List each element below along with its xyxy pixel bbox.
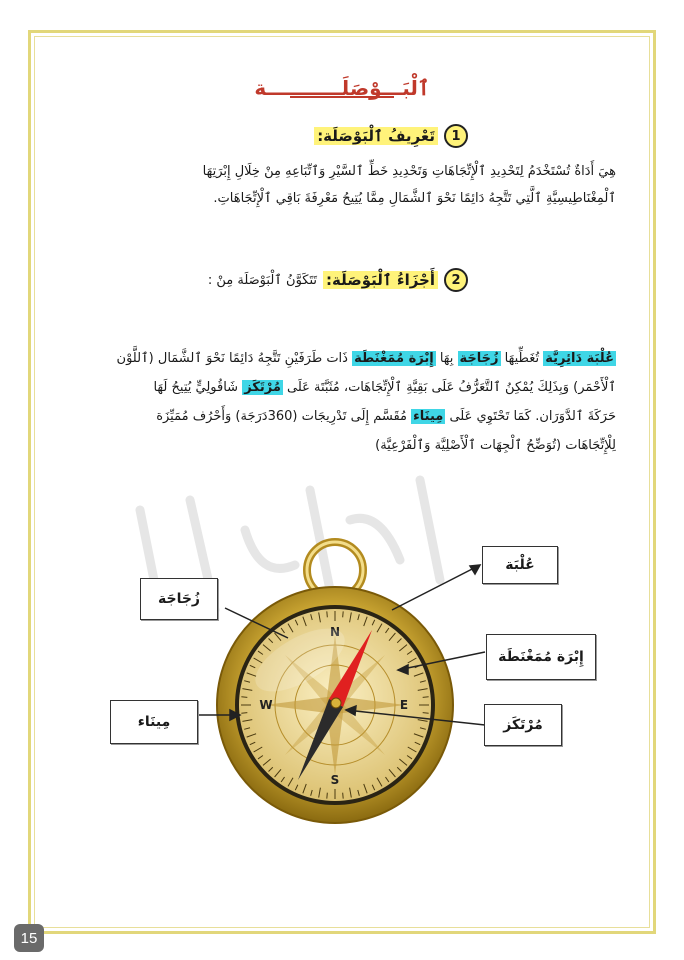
- section1-line1: هِيَ أَدَاةٌ تُسْتَخْدَمُ لِتَحْدِيدِ ٱلْإِتِّجَاهَاتِ وَتَحْدِيدِ خَطِّ ٱلسَّيْرِ وَٱتِّبَاعِهِ مِنْ خِلَالِ إِبْرَتِهَا: [202, 164, 616, 179]
- section1-line2: ٱلْمِغْنَاطِيسِيَّةِ ٱلَّتِي تَتَّجِهُ دَائِمًا نَحْوَ ٱلشَّمَالِ مِمَّا يُتِيحُ مَعْرِفَةَ بَاقِي ٱلْإِتِّجَاهَاتِ.: [213, 191, 616, 206]
- compass-letter-s: S: [330, 773, 340, 787]
- dial-tick: [343, 793, 344, 799]
- text-fragment: بِهَا: [435, 351, 458, 366]
- section1-number: 1: [444, 124, 468, 148]
- section2-line3: [56, 402, 616, 431]
- section2-paragraph: [56, 344, 616, 460]
- text-fragment: شَاقُولِيٍّ يُتِيحُ لَهَا: [153, 380, 243, 395]
- page-number: 15: [14, 924, 44, 952]
- section1-heading: [314, 124, 468, 148]
- label-glass: زُجَاجَة: [140, 578, 218, 620]
- section2-line2: [56, 373, 616, 402]
- compass-letter-w: W: [259, 698, 273, 712]
- dial-tick: [423, 697, 429, 698]
- text-fragment: ٱلْأَحْمَر) وَبِذَلِكَ يُمْكِنُ ٱلتَّعَرُّفُ عَلَى بَقِيَّةِ ٱلْإِتِّجَاهَات، مُثَبَّتَة عَلَى: [282, 380, 616, 395]
- term-glass: زُجَاجَة: [459, 351, 499, 366]
- label-box: عُلْبَة: [482, 546, 558, 584]
- text-fragment: تُغَطِّيهَا: [500, 351, 544, 366]
- label-dial: مِينَاء: [110, 700, 198, 744]
- page-title: ٱلْبَـــوْصَلَـــــــــــة: [254, 76, 430, 100]
- label-pivot: مُرْتَكَز: [484, 704, 562, 746]
- section2-line4: لِلْإِتِّجَاهَات (تُوَضِّحُ ٱلْجِهَات ٱلْأَصْلِيَّة وَٱلْفَرْعِيَّة): [375, 438, 616, 453]
- section2-title: أَجْزَاءُ ٱلْبَوْصَلَة:: [323, 271, 438, 289]
- section2-heading: [208, 268, 468, 292]
- dial-tick: [423, 713, 429, 714]
- section2-number: 2: [444, 268, 468, 292]
- term-dial: مِينَاء: [413, 409, 444, 424]
- section2-line1: [56, 344, 616, 373]
- term-pivot: مُرْتَكَز: [244, 380, 281, 395]
- dial-tick: [327, 793, 328, 799]
- dial-tick: [241, 713, 247, 714]
- compass-letter-e: E: [399, 698, 409, 712]
- text-fragment: ذَات طَرَفَيْنِ تَتَّجِهُ دَائِمًا نَحْوَ ٱلشَّمَال (ٱللَّوْن: [116, 351, 353, 366]
- term-round-box: عُلْبَة دَائِرِيَّة: [545, 351, 614, 366]
- label-magnetic-needle: إِبْرَة مُمَغْنَطَة: [486, 634, 596, 680]
- compass-letter-n: N: [329, 625, 341, 639]
- dial-tick: [241, 697, 247, 698]
- section1-paragraph: [56, 158, 616, 212]
- text-fragment: مُقَسَّم إِلَى تَدْرِيجَات (360دَرَجَة) وَأَحْرُف مُمَيِّزَة: [156, 409, 412, 424]
- dial-tick: [327, 611, 328, 617]
- section2-subheading: تَتَكَوَّنُ ٱلْبَوْصَلَة مِنْ :: [207, 272, 318, 288]
- text-fragment: حَرَكَةَ ٱلدَّوَرَان. كَمَا تَحْتَوِي عَلَى: [445, 409, 616, 424]
- title-underline: [290, 96, 394, 98]
- term-magnetic-needle: إِبْرَة مُمَغْنَطَة: [354, 351, 434, 366]
- dial-tick: [343, 611, 344, 617]
- section1-title: تَعْرِيفُ ٱلْبَوْصَلَة:: [314, 127, 438, 145]
